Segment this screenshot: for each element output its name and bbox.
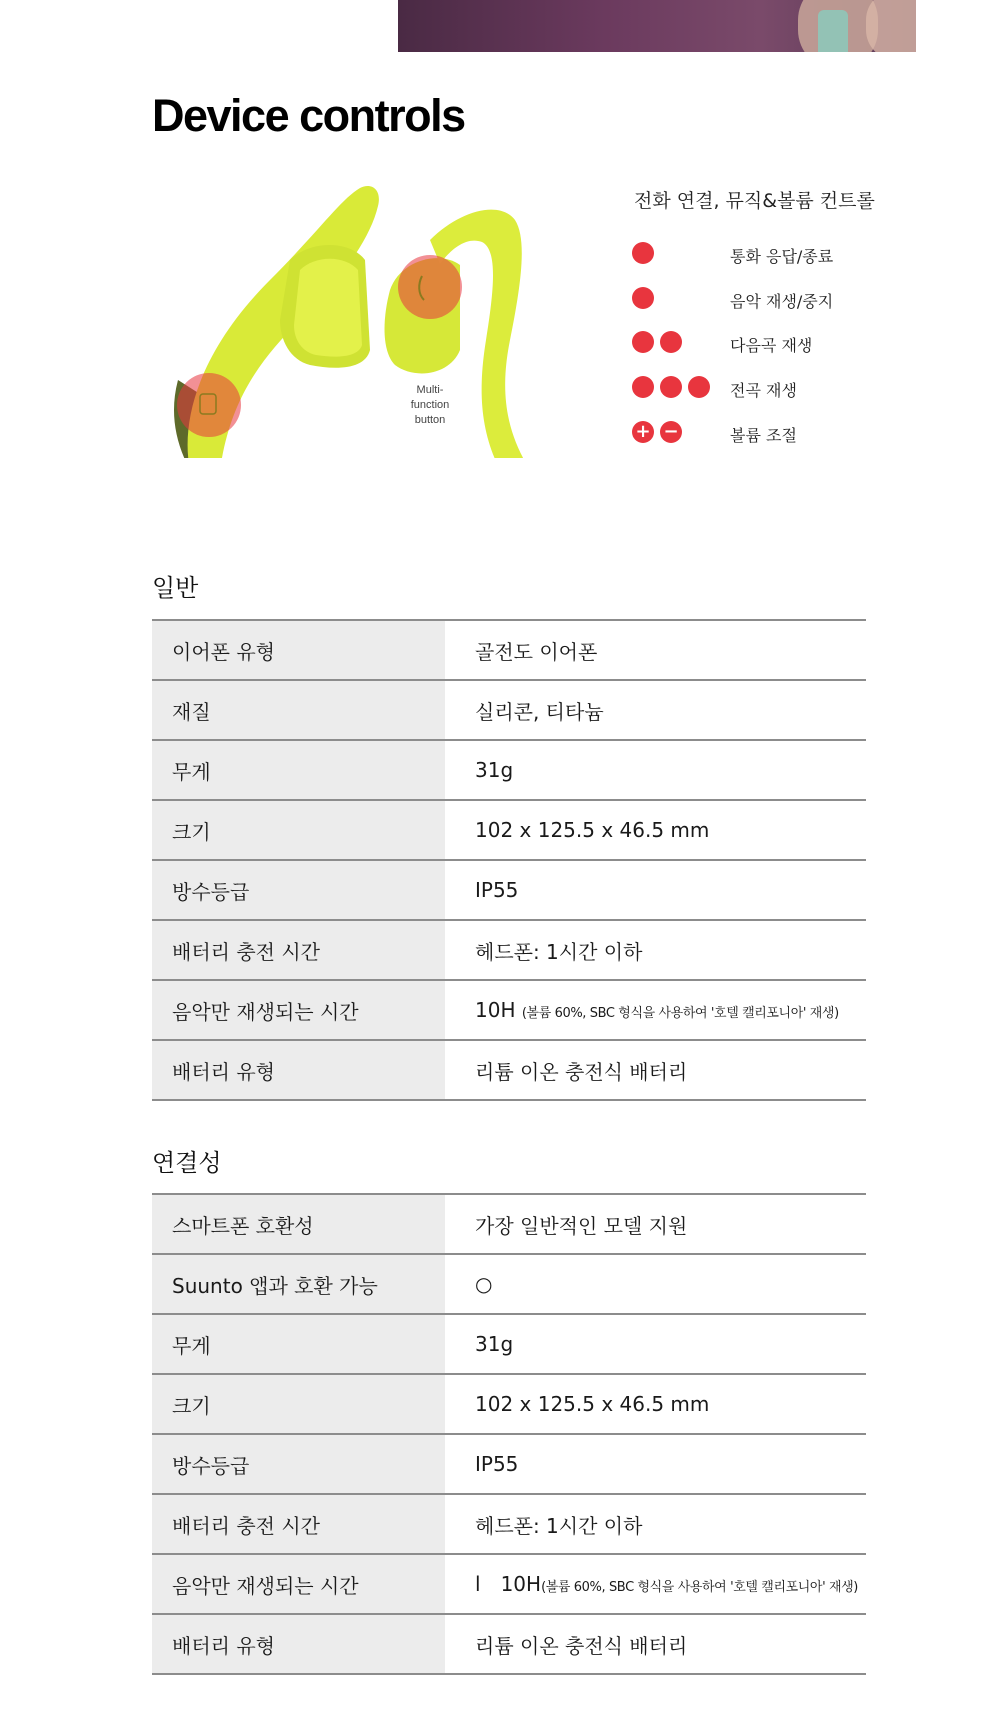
spec-note: (볼륨 60%, SBC 형식을 사용하여 '호텔 캘리포니아' 재생) xyxy=(521,1006,839,1021)
spec-value: 실리콘, 티타늄 xyxy=(445,680,866,740)
spec-key: 무게 xyxy=(152,740,445,800)
spec-value: 102 x 125.5 x 46.5 mm xyxy=(445,1374,866,1434)
spec-key: 방수등급 xyxy=(152,1434,445,1494)
section-title-connectivity: 연결성 xyxy=(152,1149,222,1177)
press-dot-icon xyxy=(660,376,682,398)
table-row xyxy=(152,1254,866,1314)
spec-key: Suunto 앱과 호환 가능 xyxy=(152,1254,445,1314)
spec-table-connectivity xyxy=(152,1193,866,1675)
spec-key: 방수등급 xyxy=(152,860,445,920)
control-volume xyxy=(632,419,932,447)
spec-key: 재질 xyxy=(152,680,445,740)
table-row xyxy=(152,1314,866,1374)
plus-icon: + xyxy=(632,421,654,443)
spec-value: 헤드폰: 1시간 이하 xyxy=(445,1494,866,1554)
spec-key: 배터리 유형 xyxy=(152,1614,445,1674)
spec-table-general xyxy=(152,619,866,1101)
spec-key: 음악만 재생되는 시간 xyxy=(152,980,445,1040)
hero-image xyxy=(398,0,916,52)
table-row xyxy=(152,680,866,740)
control-label: 전곡 재생 xyxy=(730,381,797,400)
control-label: 음악 재생/중지 xyxy=(730,292,834,311)
table-row xyxy=(152,1614,866,1674)
press-dot-icon xyxy=(632,331,654,353)
table-row xyxy=(152,1374,866,1434)
control-label: 볼륨 조절 xyxy=(730,426,797,445)
table-row xyxy=(152,1194,866,1254)
spec-note: (볼륨 60%, SBC 형식을 사용하여 '호텔 캘리포니아' 재생) xyxy=(541,1580,858,1595)
spec-value: 31g xyxy=(445,740,866,800)
control-label: 통화 응답/종료 xyxy=(730,247,834,266)
table-row xyxy=(152,1494,866,1554)
product-image xyxy=(160,180,580,458)
spec-value: IP55 xyxy=(445,860,866,920)
spec-key: 스마트폰 호환성 xyxy=(152,1194,445,1254)
spec-key: 크기 xyxy=(152,800,445,860)
spec-key: 크기 xyxy=(152,1374,445,1434)
spec-value: 31g xyxy=(445,1314,866,1374)
spec-value: 10H (볼륨 60%, SBC 형식을 사용하여 '호텔 캘리포니아' 재생) xyxy=(445,980,866,1040)
page-title: Device controls xyxy=(152,90,465,141)
spec-key: 배터리 충전 시간 xyxy=(152,920,445,980)
spec-key: 이어폰 유형 xyxy=(152,620,445,680)
spec-value: 리튬 이온 충전식 배터리 xyxy=(445,1040,866,1100)
table-row xyxy=(152,800,866,860)
table-row xyxy=(152,1434,866,1494)
spec-key: 배터리 유형 xyxy=(152,1040,445,1100)
press-dot-icon xyxy=(632,287,654,309)
spec-value: 리튬 이온 충전식 배터리 xyxy=(445,1614,866,1674)
spec-value: 가장 일반적인 모델 지원 xyxy=(445,1194,866,1254)
spec-value: IP55 xyxy=(445,1434,866,1494)
table-row xyxy=(152,980,866,1040)
table-row xyxy=(152,920,866,980)
control-previous-track xyxy=(632,374,932,402)
press-dot-icon xyxy=(660,331,682,353)
spec-value: l 10H(볼륨 60%, SBC 형식을 사용하여 '호텔 캘리포니아' 재생) xyxy=(445,1554,866,1614)
spec-key: 음악만 재생되는 시간 xyxy=(152,1554,445,1614)
multifunction-button-label: Multi- function button xyxy=(410,384,450,426)
minus-icon: − xyxy=(660,421,682,443)
section-title-general: 일반 xyxy=(152,574,199,602)
press-dot-icon xyxy=(688,376,710,398)
table-row xyxy=(152,1554,866,1614)
spec-value: 헤드폰: 1시간 이하 xyxy=(445,920,866,980)
controls-title: 전화 연결, 뮤직&볼륨 컨트롤 xyxy=(634,190,875,212)
spec-value: 102 x 125.5 x 46.5 mm xyxy=(445,800,866,860)
spec-key: 배터리 충전 시간 xyxy=(152,1494,445,1554)
press-dot-icon xyxy=(632,242,654,264)
headphones-illustration xyxy=(160,180,580,458)
table-row xyxy=(152,740,866,800)
table-row xyxy=(152,860,866,920)
control-label: 다음곡 재생 xyxy=(730,336,813,355)
control-next-track xyxy=(632,329,932,357)
spec-key: 무게 xyxy=(152,1314,445,1374)
press-dot-icon xyxy=(632,376,654,398)
table-row xyxy=(152,620,866,680)
control-call-answer xyxy=(632,240,932,268)
table-row xyxy=(152,1040,866,1100)
spec-value: 골전도 이어폰 xyxy=(445,620,866,680)
control-music-play xyxy=(632,285,932,313)
spec-value: ○ xyxy=(445,1254,866,1314)
